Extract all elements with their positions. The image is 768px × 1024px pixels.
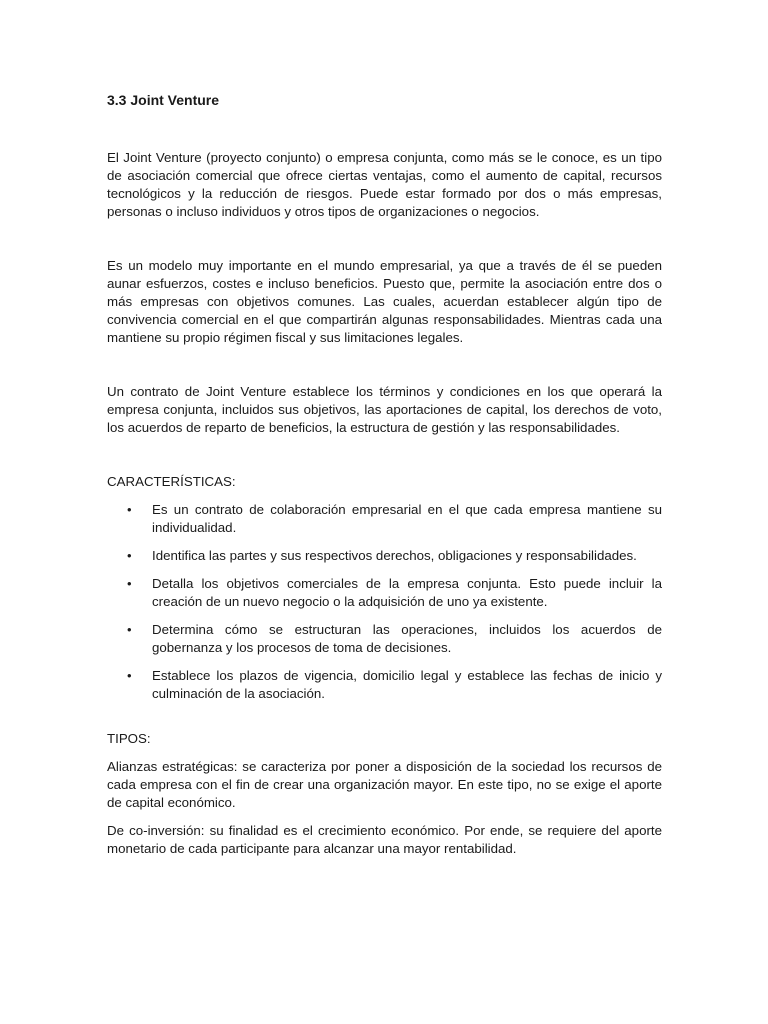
section-title: 3.3 Joint Venture — [107, 92, 220, 108]
bullet-icon: • — [127, 622, 132, 637]
list-item: • Determina cómo se estructuran las operaciones, incluidos los acuerdos de gobernanza y los procesos de toma de decisiones. — [127, 622, 662, 655]
characteristics-label: CARACTERÍSTICAS: — [107, 474, 236, 489]
list-item: • Es un contrato de colaboración empresarial en el que cada empresa mantiene su individualidad. — [127, 502, 662, 535]
list-item: • Identifica las partes y sus respectivos derechos, obligaciones y responsabilidades. — [127, 548, 637, 563]
type-strategic-alliances: Alianzas estratégicas: se caracteriza por poner a disposición de la sociedad los recursos de cada empresa con el fin de crear una organización mayor. En este tipo, no se exige el aporte de capital económico. — [107, 759, 662, 810]
list-item: • Establece los plazos de vigencia, domicilio legal y establece las fechas de inicio y culminación de la asociación. — [127, 668, 662, 701]
list-item: • Detalla los objetivos comerciales de la empresa conjunta. Esto puede incluir la creación de un nuevo negocio o la adquisición de uno ya existente. — [127, 576, 662, 609]
bullet-icon: • — [127, 548, 132, 563]
bullet-icon: • — [127, 668, 132, 683]
paragraph-definition: El Joint Venture (proyecto conjunto) o empresa conjunta, como más se le conoce, es un tipo de asociación comercial que ofrece ciertas ventajas, como el aumento de capital, recursos tecnológicos y la reducción de riesgos. Puede estar formado por dos o más empresas, personas o incluso individuos y otros tipos de organizaciones o negocios. — [107, 150, 662, 219]
type-co-investment: De co-inversión: su finalidad es el crecimiento económico. Por ende, se requiere del aporte monetario de cada participante para alcanzar una mayor rentabilidad. — [107, 823, 662, 856]
bullet-icon: • — [127, 502, 132, 517]
paragraph-importance: Es un modelo muy importante en el mundo empresarial, ya que a través de él se pueden aunar esfuerzos, costes e incluso beneficios. Puesto que, permite la asociación entre dos o más empresas con objetivos comunes. Las cuales, acuerdan establecer algún tipo de convivencia comercial en el que compartirán algunas responsabilidades. Mientras cada una mantiene su propio régimen fiscal y sus limitaciones legales. — [107, 258, 662, 345]
paragraph-contract: Un contrato de Joint Venture establece los términos y condiciones en los que operará la empresa conjunta, incluidos sus objetivos, las aportaciones de capital, los derechos de voto, los acuerdos de reparto de beneficios, la estructura de gestión y las responsabilidades. — [107, 384, 662, 435]
bullet-icon: • — [127, 576, 132, 591]
characteristics-list — [107, 501, 662, 703]
types-label: TIPOS: — [107, 731, 151, 746]
document-page — [107, 90, 662, 858]
